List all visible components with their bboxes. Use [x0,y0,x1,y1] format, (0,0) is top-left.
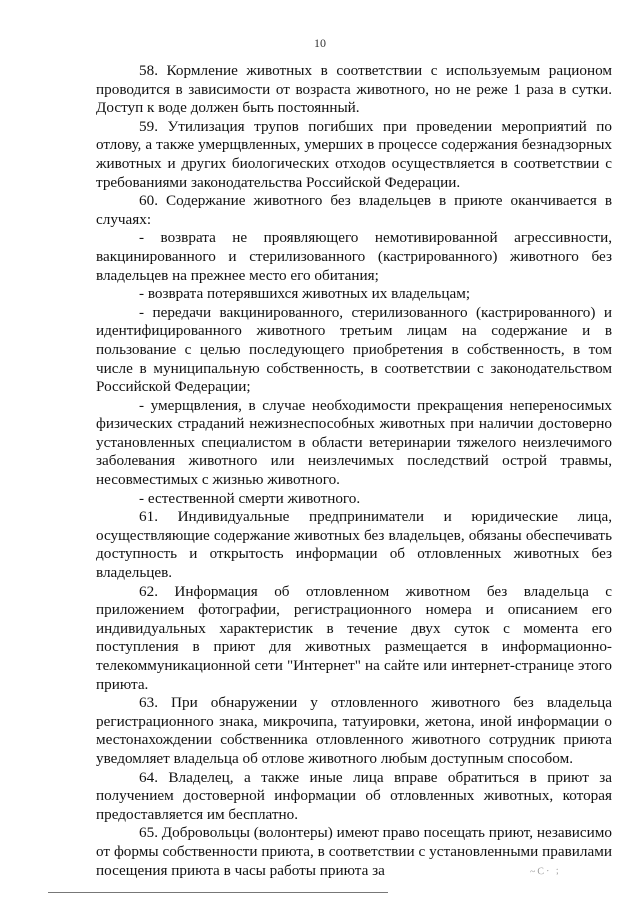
paragraph-61: 61. Индивидуальные предприниматели и юридические лица, осуществляющие содержание животных без владельцев, обязаны обеспечивать доступность и открытость информации об отловленных животных без владельцев. [96,508,612,582]
paragraph-60: 60. Содержание животного без владельцев в приюте оканчивается в случаях: [96,192,612,228]
paragraph-65: 65. Добровольцы (волонтеры) имеют право посещать приют, независимо от формы собственности приюта, в соответствии с установленными правилами посещения приюта в часы работы приюта за [96,824,612,879]
list-item: - возврата не проявляющего немотивированной агрессивности, вакцинированного и стерилизованного (кастрированного) животного без владельцев на прежнее место его обитания; [96,229,612,284]
footer-marks: ~С· ; [529,865,561,878]
document-body [96,62,612,880]
paragraph-63: 63. При обнаружении у отловленного животного без владельца регистрационного знака, микрочипа, татуировки, жетона, иной информации о местонахождении собственника отловленного животного сотрудник приюта уведомляет владельца об отлове животного любым доступным способом. [96,694,612,767]
paragraph-62: 62. Информация об отловленном животном без владельца с приложением фотографии, регистрационного номера и описанием его индивидуальных характеристик в течение двух суток с момента его поступления в приют для животных размещается в информационно-телекоммуникационной сети "Интернет" на сайте или интернет-странице этого приюта. [96,582,612,693]
list-item: - передачи вакцинированного, стерилизованного (кастрированного) и идентифицированного животного третьим лицам на содержание и в пользование с целью последующего приобретения в собственность, в том числе в муниципальную собственность, в соответствии с законодательством Российской Федерации; [96,303,612,396]
paragraph-58: 58. Кормление животных в соответствии с используемым рационом проводится в зависимости от возраста животного, но не реже 1 раза в сутки. Доступ к воде должен быть постоянный. [96,62,612,117]
list-item: - возврата потерявшихся животных их владельцам; [139,285,471,303]
paragraph-59: 59. Утилизация трупов погибших при проведении мероприятий по отлову, а также умерщвленных, умерших в процессе содержания безнадзорных животных и других биологических отходов осуществляется в соответствии с требованиями законодательства Российской Федерации. [96,117,612,191]
list-item: - естественной смерти животного. [139,489,361,507]
list-item: - умерщвления, в случае необходимости прекращения непереносимых физических страданий нежизнеспособных животных при наличии достоверно установленных специалистом в области ветеринарии тяжелого неизлечимого заболевания животного или неизлечимых последствий острой травмы, несовместимых с жизнью животного. [96,396,612,489]
page-number: 10 [314,36,326,50]
paragraph-64: 64. Владелец, а также иные лица вправе обратиться в приют за получением достоверной информации об отловленных животных, которая предоставляется им бесплатно. [96,768,612,823]
footer-divider [48,892,388,893]
